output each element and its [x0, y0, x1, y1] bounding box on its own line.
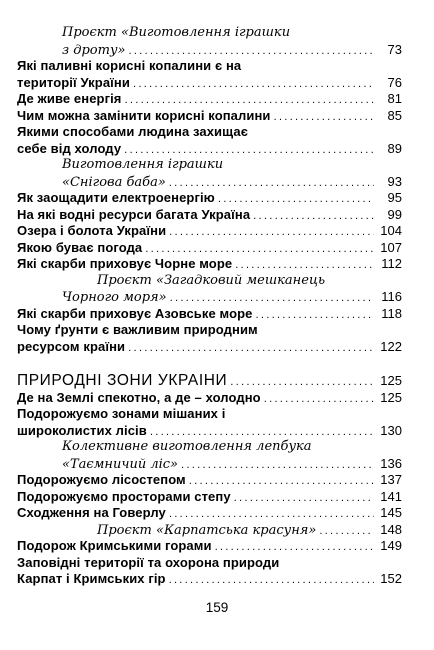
dot-leader: [128, 340, 374, 356]
toc-entry-title: Колективне виготовлення лепбука: [62, 439, 312, 454]
toc-entry-title: широколистих лісів: [17, 422, 147, 438]
toc-entry: [17, 423, 402, 440]
toc-entry: [17, 406, 402, 423]
toc-entry-title: ПРИРОДНІ ЗОНИ УКРАЇНИ: [17, 373, 228, 389]
toc-entry: [17, 256, 402, 273]
toc-entry: [17, 223, 402, 240]
toc-entry-title: «Таємничий ліс»: [62, 456, 179, 472]
toc-entry-title: Де живе енергія: [17, 91, 122, 106]
toc-page-number: 122: [380, 338, 402, 354]
toc-entry-title: Подорож Кримськими горами: [17, 538, 212, 553]
toc-entry-title: На які водні ресурси багата Україна: [17, 206, 251, 222]
toc-page-number: 145: [380, 505, 402, 520]
toc-page-number: 85: [387, 107, 402, 123]
toc-page-number: 107: [380, 239, 402, 255]
toc-entry-title: Озера і болота України: [17, 223, 167, 238]
dot-leader: [169, 175, 374, 191]
toc-entry-title: Подорожуємо лісостепом: [17, 472, 186, 487]
toc-entry: [17, 571, 402, 588]
toc-entry-title: Де на Землі спекотно, а де – холодно: [17, 389, 261, 405]
toc-entry-title: Подорожуємо просторами степу: [17, 488, 231, 504]
toc-page-number: 104: [380, 223, 402, 238]
dot-leader: [189, 473, 374, 489]
toc-entry-title: ресурсом країни: [17, 338, 126, 354]
toc-entry-title: Проєкт «Загадковий мешканець: [97, 272, 326, 288]
toc-entry-title: Якими способами людина захищає: [17, 124, 248, 139]
toc-entry: [17, 439, 402, 456]
toc-entry: [17, 141, 402, 158]
toc-entry: [17, 456, 402, 473]
dot-leader: [319, 523, 374, 539]
toc-entry: [17, 339, 402, 356]
dot-leader: [253, 208, 374, 224]
toc-entry-title: Якою буває погода: [17, 239, 143, 255]
toc-entry: [17, 240, 402, 257]
toc-page-number: 125: [380, 373, 402, 388]
toc-entry-title: Сходження на Говерлу: [17, 505, 166, 520]
toc-entry-title: з дроту»: [62, 42, 126, 58]
toc-entry-title: Чим можна замінити корисні копалини: [17, 107, 271, 123]
toc-entry: [17, 207, 402, 224]
toc-page-number: 141: [380, 488, 402, 504]
toc-entry-title: Які скарби приховує Азовське море: [17, 305, 253, 321]
toc-entry: [17, 273, 402, 290]
toc-entry: [17, 322, 402, 339]
dot-leader: [274, 109, 374, 125]
toc-entry: [17, 538, 402, 555]
toc-entry-title: Проєкт «Карпатська красуня»: [97, 522, 317, 538]
dot-leader: [124, 142, 374, 158]
dot-leader: [125, 92, 375, 108]
toc-entry-title: себе від холоду: [17, 140, 122, 156]
toc-entry: [17, 289, 402, 306]
toc-entry-title: Заповідні території та охорона природи: [17, 554, 280, 570]
toc-page-number: 130: [380, 422, 402, 438]
dot-leader: [128, 43, 374, 59]
toc-entry-title: Карпат і Кримських гір: [17, 571, 166, 586]
toc-entry-title: Як заощадити електроенергію: [17, 190, 215, 205]
toc-page-number: 95: [387, 190, 402, 205]
toc-page-number: 152: [380, 571, 402, 586]
toc-entry: [17, 190, 402, 207]
toc-page-number: 137: [380, 472, 402, 487]
toc-entry: [17, 306, 402, 323]
toc-entry: [17, 489, 402, 506]
toc-entry-title: Проєкт «Виготовлення іграшки: [62, 25, 291, 40]
toc-entry-title: території України: [17, 74, 130, 90]
toc-page-number: 81: [387, 91, 402, 106]
toc-entry: [17, 505, 402, 522]
toc-entry: [17, 124, 402, 141]
toc-page-number: 136: [380, 455, 402, 471]
dot-leader: [145, 241, 374, 257]
toc-page-number: 99: [387, 206, 402, 222]
dot-leader: [169, 572, 374, 588]
dot-leader: [133, 76, 374, 92]
dot-leader: [218, 191, 374, 207]
toc-entry-title: Чому ґрунти є важливим природним: [17, 322, 258, 337]
toc-page-number: 89: [387, 140, 402, 156]
toc-entry-title: Які паливні корисні копалини є на: [17, 58, 242, 73]
toc-entry: [17, 522, 402, 539]
toc-entry: [17, 42, 402, 59]
toc-page-number: 73: [387, 41, 402, 57]
dot-leader: [169, 506, 374, 522]
toc-entry-title: Подорожуємо зонами мішаних і: [17, 406, 226, 421]
toc-entry: [17, 25, 402, 42]
toc-entry-title: Чорного моря»: [62, 290, 167, 305]
dot-leader: [181, 457, 374, 473]
toc-entry: [17, 390, 402, 407]
toc-entry: [17, 75, 402, 92]
toc-entry: [17, 91, 402, 108]
toc-entry: [17, 174, 402, 191]
dot-leader: [256, 307, 375, 323]
dot-leader: [230, 374, 374, 390]
dot-leader: [235, 257, 374, 273]
toc-entry: [17, 58, 402, 75]
dot-leader: [150, 424, 374, 440]
page-number: 159: [205, 600, 229, 615]
toc-page-number: 149: [380, 538, 402, 553]
toc-page-number: 76: [387, 74, 402, 90]
toc-page-number: 93: [387, 173, 402, 189]
dot-leader: [170, 290, 374, 306]
toc-entry: [17, 157, 402, 174]
toc-section-heading: [17, 373, 402, 390]
dot-leader: [264, 391, 374, 407]
toc-entry-title: Виготовлення іграшки: [62, 157, 224, 172]
toc-entry: [17, 555, 402, 572]
table-of-contents: [17, 25, 402, 588]
toc-page-number: 116: [381, 289, 402, 304]
toc-page-number: 118: [381, 305, 402, 321]
dot-leader: [169, 224, 374, 240]
dot-leader: [234, 490, 374, 506]
toc-page-number: 112: [381, 256, 402, 271]
toc-entry: [17, 108, 402, 125]
toc-page-number: 148: [380, 521, 402, 537]
toc-entry-title: Які скарби приховує Чорне море: [17, 256, 233, 271]
toc-entry-title: «Снігова баба»: [62, 174, 166, 190]
toc-entry: [17, 472, 402, 489]
toc-page-number: 125: [380, 389, 402, 405]
dot-leader: [215, 539, 374, 555]
